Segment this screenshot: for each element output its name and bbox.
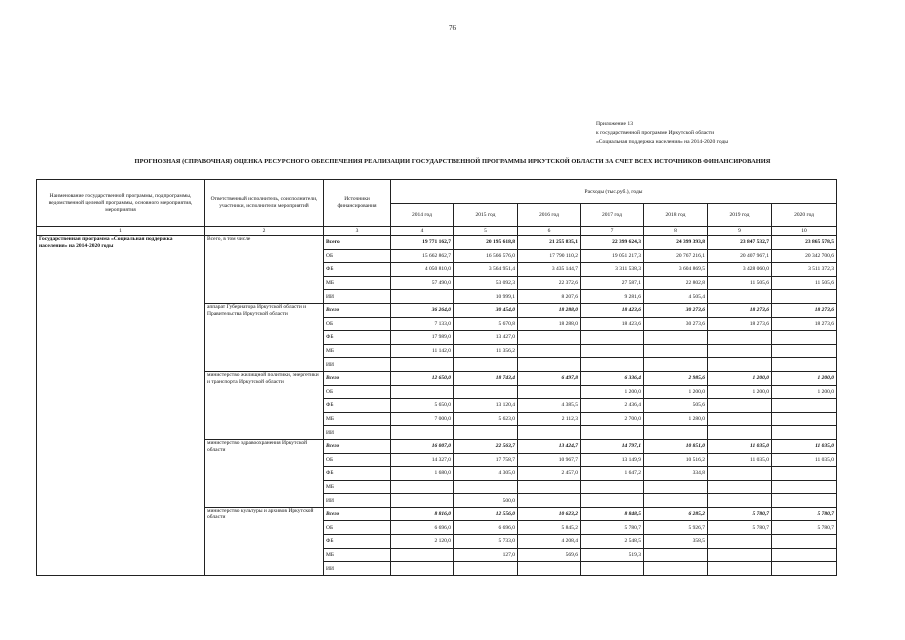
value-cell: 11 505,6 bbox=[772, 276, 837, 290]
value-cell: 2 700,0 bbox=[581, 412, 644, 426]
value-cell: 57 490,0 bbox=[391, 276, 454, 290]
value-cell: 519,3 bbox=[581, 548, 644, 562]
value-cell: 569,6 bbox=[518, 548, 581, 562]
value-cell bbox=[454, 426, 518, 440]
value-cell: 13 149,9 bbox=[581, 453, 644, 467]
value-cell: 15 662 862,7 bbox=[391, 249, 454, 263]
value-cell bbox=[772, 358, 837, 372]
value-cell: 21 255 835,1 bbox=[518, 236, 581, 250]
value-cell bbox=[644, 344, 708, 358]
source-cell: ИИ bbox=[324, 426, 391, 440]
value-cell bbox=[708, 399, 772, 413]
value-cell bbox=[772, 467, 837, 481]
value-cell bbox=[391, 358, 454, 372]
value-cell: 1 200,0 bbox=[708, 385, 772, 399]
source-cell: Всего bbox=[324, 303, 391, 317]
value-cell: 9 281,6 bbox=[581, 290, 644, 304]
value-cell bbox=[454, 358, 518, 372]
value-cell: 18 423,6 bbox=[581, 317, 644, 331]
value-cell: 30 454,0 bbox=[454, 303, 518, 317]
value-cell: 3 311 538,3 bbox=[581, 263, 644, 277]
source-cell: ФБ bbox=[324, 263, 391, 277]
value-cell bbox=[518, 494, 581, 508]
value-cell: 358,5 bbox=[644, 535, 708, 549]
value-cell: 18 288,0 bbox=[518, 303, 581, 317]
value-cell: 8 816,0 bbox=[391, 507, 454, 521]
value-cell: 5 780,7 bbox=[772, 521, 837, 535]
value-cell bbox=[391, 548, 454, 562]
value-cell: 5 623,0 bbox=[454, 412, 518, 426]
value-cell: 1 680,0 bbox=[391, 467, 454, 481]
value-cell: 20 407 967,1 bbox=[708, 249, 772, 263]
appendix-line-1: Приложение 13 bbox=[596, 121, 634, 127]
value-cell bbox=[772, 548, 837, 562]
value-cell bbox=[772, 399, 837, 413]
value-cell bbox=[581, 494, 644, 508]
source-cell: МБ bbox=[324, 344, 391, 358]
value-cell: 23 847 532,7 bbox=[708, 236, 772, 250]
value-cell: 10 967,7 bbox=[518, 453, 581, 467]
column-number: 4 bbox=[391, 227, 454, 236]
value-cell bbox=[708, 412, 772, 426]
value-cell: 6 696,0 bbox=[454, 521, 518, 535]
value-cell bbox=[391, 562, 454, 576]
value-cell bbox=[772, 344, 837, 358]
program-name-cell: Государственная программа «Социальная поддержка населения» на 2014-2020 годы bbox=[37, 236, 205, 576]
value-cell bbox=[581, 358, 644, 372]
value-cell: 11 505,6 bbox=[708, 276, 772, 290]
value-cell: 1 200,0 bbox=[644, 385, 708, 399]
value-cell: 18 288,0 bbox=[518, 317, 581, 331]
value-cell bbox=[454, 385, 518, 399]
value-cell: 6 336,4 bbox=[581, 371, 644, 385]
value-cell bbox=[391, 494, 454, 508]
value-cell bbox=[708, 494, 772, 508]
value-cell: 13 120,4 bbox=[454, 399, 518, 413]
value-cell bbox=[644, 480, 708, 494]
value-cell: 3 604 869,5 bbox=[644, 263, 708, 277]
column-number: 5 bbox=[454, 227, 518, 236]
value-cell: 4 050 810,0 bbox=[391, 263, 454, 277]
column-number: 10 bbox=[772, 227, 837, 236]
value-cell: 2 457,0 bbox=[518, 467, 581, 481]
value-cell: 2 436,4 bbox=[581, 399, 644, 413]
value-cell bbox=[518, 385, 581, 399]
header-year: 2018 год bbox=[644, 204, 708, 227]
value-cell: 1 200,0 bbox=[772, 385, 837, 399]
source-cell: МБ bbox=[324, 480, 391, 494]
document-title: ПРОГНОЗНАЯ (СПРАВОЧНАЯ) ОЦЕНКА РЕСУРСНОГО ОБЕСПЕЧЕНИЯ РЕАЛИЗАЦИИ ГОСУДАРСТВЕННОЙ ПРОГРАММЫ ИРКУТСКОЙ ОБЛАСТИ ЗА СЧЕТ ВСЕХ ИСТОЧНИКОВ ФИНАНСИРОВАНИЯ bbox=[134, 158, 771, 165]
value-cell: 14 797,1 bbox=[581, 439, 644, 453]
header-year: 2020 год bbox=[772, 204, 837, 227]
value-cell bbox=[708, 467, 772, 481]
value-cell: 24 399 393,8 bbox=[644, 236, 708, 250]
column-number: 6 bbox=[518, 227, 581, 236]
table-body bbox=[37, 236, 837, 576]
value-cell: 4 505,4 bbox=[644, 290, 708, 304]
value-cell bbox=[644, 331, 708, 345]
column-number: 7 bbox=[581, 227, 644, 236]
column-number: 3 bbox=[324, 227, 391, 236]
value-cell: 1 647,2 bbox=[581, 467, 644, 481]
value-cell: 500,0 bbox=[454, 494, 518, 508]
appendix-note bbox=[596, 120, 728, 147]
value-cell: 10 851,0 bbox=[644, 439, 708, 453]
value-cell: 18 743,4 bbox=[454, 371, 518, 385]
value-cell bbox=[518, 426, 581, 440]
column-number: 1 bbox=[37, 227, 205, 236]
header-source: Источники финансирования bbox=[324, 180, 391, 227]
value-cell: 3 564 951,4 bbox=[454, 263, 518, 277]
value-cell bbox=[454, 562, 518, 576]
value-cell: 10 623,2 bbox=[518, 507, 581, 521]
value-cell: 12 556,0 bbox=[454, 507, 518, 521]
column-number: 9 bbox=[708, 227, 772, 236]
source-cell: ОБ bbox=[324, 317, 391, 331]
value-cell: 505,6 bbox=[644, 399, 708, 413]
header-year: 2014 год bbox=[391, 204, 454, 227]
column-number: 2 bbox=[205, 227, 324, 236]
value-cell: 18 273,6 bbox=[708, 317, 772, 331]
value-cell: 127,0 bbox=[454, 548, 518, 562]
value-cell: 16 566 576,0 bbox=[454, 249, 518, 263]
executor-cell: аппарат Губернатора Иркутской области и Правительства Иркутской области bbox=[205, 303, 324, 371]
value-cell bbox=[708, 331, 772, 345]
value-cell: 6 497,8 bbox=[518, 371, 581, 385]
value-cell: 53 092,3 bbox=[454, 276, 518, 290]
value-cell bbox=[772, 331, 837, 345]
value-cell bbox=[518, 562, 581, 576]
value-cell: 20 767 216,1 bbox=[644, 249, 708, 263]
value-cell: 11 035,0 bbox=[708, 439, 772, 453]
value-cell: 8 207,6 bbox=[518, 290, 581, 304]
value-cell: 2 985,6 bbox=[644, 371, 708, 385]
source-cell: ИИ bbox=[324, 494, 391, 508]
value-cell: 22 372,6 bbox=[518, 276, 581, 290]
header-executor: Ответственный исполнитель, соисполнители, участники, исполнители мероприятий bbox=[205, 180, 324, 227]
table-row bbox=[37, 236, 837, 250]
value-cell bbox=[581, 480, 644, 494]
executor-cell: министерство жилищной политики, энергетики и транспорта Иркутской области bbox=[205, 371, 324, 439]
appendix-line-2: к государственной программе Иркутской области bbox=[596, 130, 715, 136]
value-cell: 18 273,6 bbox=[772, 303, 837, 317]
source-cell: МБ bbox=[324, 548, 391, 562]
value-cell bbox=[772, 535, 837, 549]
source-cell: ОБ bbox=[324, 249, 391, 263]
value-cell: 6 696,0 bbox=[391, 521, 454, 535]
value-cell: 1 200,0 bbox=[772, 371, 837, 385]
value-cell: 20 195 618,8 bbox=[454, 236, 518, 250]
value-cell: 5 670,8 bbox=[454, 317, 518, 331]
value-cell: 18 273,6 bbox=[772, 317, 837, 331]
value-cell: 36 264,0 bbox=[391, 303, 454, 317]
header-year: 2015 год bbox=[454, 204, 518, 227]
source-cell: ОБ bbox=[324, 385, 391, 399]
value-cell: 22 563,7 bbox=[454, 439, 518, 453]
value-cell: 22 802,8 bbox=[644, 276, 708, 290]
value-cell: 11 035,0 bbox=[772, 439, 837, 453]
value-cell bbox=[644, 494, 708, 508]
value-cell: 3 435 144,7 bbox=[518, 263, 581, 277]
value-cell bbox=[644, 548, 708, 562]
value-cell: 5 780,7 bbox=[708, 507, 772, 521]
value-cell: 10 516,2 bbox=[644, 453, 708, 467]
value-cell: 5 926,7 bbox=[644, 521, 708, 535]
value-cell bbox=[772, 562, 837, 576]
executor-cell: министерство здравоохранения Иркутской области bbox=[205, 439, 324, 507]
value-cell: 23 865 578,5 bbox=[772, 236, 837, 250]
value-cell bbox=[708, 480, 772, 494]
value-cell bbox=[518, 331, 581, 345]
value-cell: 20 342 700,6 bbox=[772, 249, 837, 263]
value-cell: 5 650,0 bbox=[391, 399, 454, 413]
value-cell bbox=[581, 426, 644, 440]
value-cell: 19 771 162,7 bbox=[391, 236, 454, 250]
value-cell: 12 650,0 bbox=[391, 371, 454, 385]
value-cell bbox=[708, 535, 772, 549]
value-cell: 13 427,0 bbox=[454, 331, 518, 345]
value-cell: 8 848,5 bbox=[581, 507, 644, 521]
source-cell: Всего bbox=[324, 236, 391, 250]
value-cell: 334,8 bbox=[644, 467, 708, 481]
value-cell: 1 200,0 bbox=[708, 371, 772, 385]
source-cell: ИИ bbox=[324, 290, 391, 304]
value-cell: 14 327,0 bbox=[391, 453, 454, 467]
value-cell bbox=[581, 344, 644, 358]
source-cell: ФБ bbox=[324, 535, 391, 549]
header-expenses: Расходы (тыс.руб.), годы bbox=[391, 180, 837, 204]
value-cell bbox=[581, 562, 644, 576]
source-cell: ОБ bbox=[324, 453, 391, 467]
value-cell: 30 273,6 bbox=[644, 317, 708, 331]
value-cell: 5 733,0 bbox=[454, 535, 518, 549]
value-cell bbox=[772, 412, 837, 426]
value-cell bbox=[772, 290, 837, 304]
source-cell: МБ bbox=[324, 276, 391, 290]
value-cell: 16 007,0 bbox=[391, 439, 454, 453]
value-cell: 7 133,0 bbox=[391, 317, 454, 331]
value-cell: 13 424,7 bbox=[518, 439, 581, 453]
source-cell: ФБ bbox=[324, 467, 391, 481]
value-cell: 5 780,7 bbox=[772, 507, 837, 521]
source-cell: ИИ bbox=[324, 562, 391, 576]
value-cell: 5 845,2 bbox=[518, 521, 581, 535]
value-cell: 2 548,5 bbox=[581, 535, 644, 549]
value-cell bbox=[708, 548, 772, 562]
value-cell: 18 273,6 bbox=[708, 303, 772, 317]
value-cell bbox=[391, 480, 454, 494]
value-cell bbox=[772, 480, 837, 494]
financing-table bbox=[36, 179, 837, 576]
value-cell: 6 285,2 bbox=[644, 507, 708, 521]
executor-cell: Всего, в том числе bbox=[205, 236, 324, 304]
value-cell: 5 780,7 bbox=[581, 521, 644, 535]
value-cell bbox=[454, 480, 518, 494]
value-cell: 17 790 110,2 bbox=[518, 249, 581, 263]
value-cell bbox=[772, 494, 837, 508]
source-cell: ФБ bbox=[324, 331, 391, 345]
page-number: 76 bbox=[449, 24, 456, 32]
header-name: Наименование государственной программы, подпрограммы, ведомственной целевой программы, основного мероприятия, мероприятия bbox=[37, 180, 205, 227]
header-year: 2017 год bbox=[581, 204, 644, 227]
value-cell: 3 428 060,0 bbox=[708, 263, 772, 277]
value-cell bbox=[518, 344, 581, 358]
value-cell: 11 035,0 bbox=[708, 453, 772, 467]
appendix-line-3: «Социальная поддержка населения» на 2014-2020 годы bbox=[596, 139, 729, 145]
value-cell: 2 112,3 bbox=[518, 412, 581, 426]
value-cell bbox=[581, 331, 644, 345]
value-cell: 19 051 217,3 bbox=[581, 249, 644, 263]
value-cell: 4 208,4 bbox=[518, 535, 581, 549]
source-cell: МБ bbox=[324, 412, 391, 426]
value-cell bbox=[708, 426, 772, 440]
value-cell bbox=[708, 344, 772, 358]
value-cell bbox=[644, 562, 708, 576]
header-year: 2019 год bbox=[708, 204, 772, 227]
header-year: 2016 год bbox=[518, 204, 581, 227]
source-cell: ФБ bbox=[324, 399, 391, 413]
value-cell: 30 273,6 bbox=[644, 303, 708, 317]
value-cell bbox=[644, 426, 708, 440]
value-cell: 10 999,1 bbox=[454, 290, 518, 304]
executor-cell: министерство культуры и архивов Иркутской области bbox=[205, 507, 324, 575]
value-cell: 2 120,0 bbox=[391, 535, 454, 549]
value-cell: 1 200,0 bbox=[581, 385, 644, 399]
source-cell: Всего bbox=[324, 507, 391, 521]
value-cell: 18 423,6 bbox=[581, 303, 644, 317]
value-cell: 4 385,5 bbox=[518, 399, 581, 413]
value-cell bbox=[708, 562, 772, 576]
value-cell bbox=[708, 290, 772, 304]
source-cell: Всего bbox=[324, 439, 391, 453]
value-cell: 17 989,0 bbox=[391, 331, 454, 345]
value-cell bbox=[518, 358, 581, 372]
value-cell: 4 305,0 bbox=[454, 467, 518, 481]
value-cell: 11 142,0 bbox=[391, 344, 454, 358]
value-cell bbox=[391, 426, 454, 440]
value-cell bbox=[708, 358, 772, 372]
value-cell: 11 035,0 bbox=[772, 453, 837, 467]
source-cell: ОБ bbox=[324, 521, 391, 535]
value-cell: 5 780,7 bbox=[708, 521, 772, 535]
value-cell: 17 758,7 bbox=[454, 453, 518, 467]
value-cell bbox=[772, 426, 837, 440]
source-cell: ИИ bbox=[324, 358, 391, 372]
value-cell bbox=[391, 290, 454, 304]
value-cell: 1 280,0 bbox=[644, 412, 708, 426]
value-cell bbox=[644, 358, 708, 372]
value-cell: 22 399 624,3 bbox=[581, 236, 644, 250]
value-cell bbox=[518, 480, 581, 494]
source-cell: Всего bbox=[324, 371, 391, 385]
value-cell: 7 000,0 bbox=[391, 412, 454, 426]
value-cell: 27 587,1 bbox=[581, 276, 644, 290]
value-cell: 11 356,2 bbox=[454, 344, 518, 358]
value-cell: 3 511 372,3 bbox=[772, 263, 837, 277]
value-cell bbox=[391, 385, 454, 399]
column-number: 8 bbox=[644, 227, 708, 236]
